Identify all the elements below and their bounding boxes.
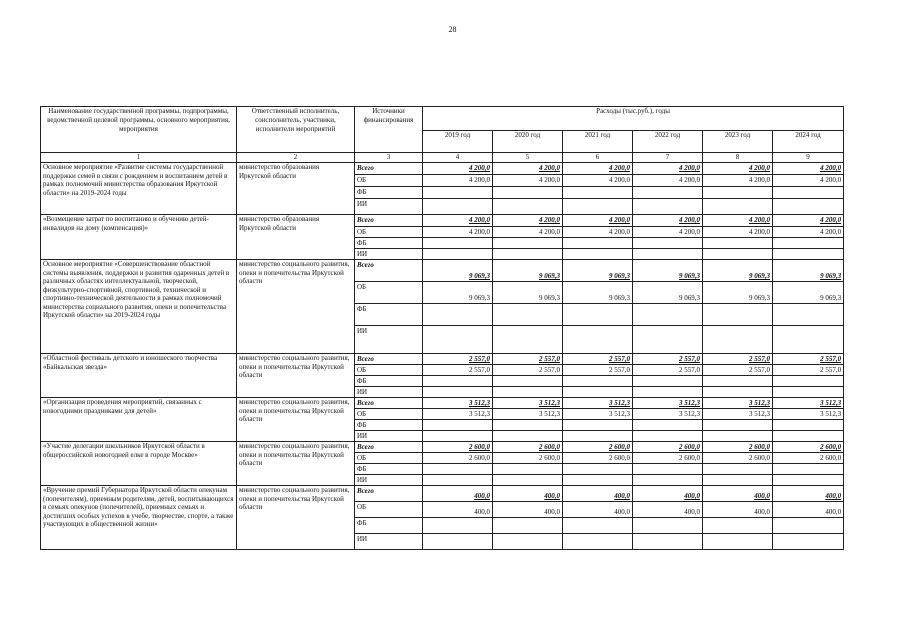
amount-cell: 9 069,3 xyxy=(773,260,844,282)
amount-cell: 400,0 xyxy=(703,502,773,518)
amount-cell: 3 512,3 xyxy=(703,409,773,420)
amount-cell: 2 600,0 xyxy=(773,442,844,453)
table-row xyxy=(41,442,844,453)
amount-cell: 3 512,3 xyxy=(633,398,703,409)
amount-cell xyxy=(633,387,703,398)
amount-cell xyxy=(563,534,633,550)
column-number: 4 xyxy=(423,153,493,163)
amount-cell: 400,0 xyxy=(423,502,493,518)
amount-cell xyxy=(563,387,633,398)
amount-cell: 3 512,3 xyxy=(773,409,844,420)
header-year: 2023 год xyxy=(703,131,773,153)
amount-cell xyxy=(423,420,493,431)
amount-cell xyxy=(773,431,844,442)
amount-cell xyxy=(563,249,633,260)
amount-cell xyxy=(633,249,703,260)
amount-cell xyxy=(773,376,844,387)
funding-source: ФБ xyxy=(355,187,423,199)
funding-source: ИИ xyxy=(355,431,423,442)
funding-source: ФБ xyxy=(355,518,423,534)
amount-cell xyxy=(493,238,563,249)
amount-cell: 2 600,0 xyxy=(423,453,493,464)
amount-cell xyxy=(703,376,773,387)
amount-cell xyxy=(423,387,493,398)
amount-cell xyxy=(633,376,703,387)
amount-cell xyxy=(703,387,773,398)
amount-cell xyxy=(563,518,633,534)
amount-cell xyxy=(703,304,773,326)
responsible-executor: министерство социального развития, опеки и попечительства Иркутской области xyxy=(237,442,355,486)
funding-source: ОБ xyxy=(355,365,423,376)
amount-cell xyxy=(563,238,633,249)
amount-cell: 3 512,3 xyxy=(563,409,633,420)
amount-cell xyxy=(773,326,844,354)
amount-cell: 9 069,3 xyxy=(703,260,773,282)
amount-cell: 2 600,0 xyxy=(423,442,493,453)
funding-source: ОБ xyxy=(355,502,423,518)
amount-cell xyxy=(493,326,563,354)
amount-cell xyxy=(493,249,563,260)
responsible-executor: министерство социального развития, опеки и попечительства Иркутской области xyxy=(237,260,355,354)
amount-cell xyxy=(423,238,493,249)
amount-cell xyxy=(563,431,633,442)
amount-cell xyxy=(703,420,773,431)
header-year: 2020 год xyxy=(493,131,563,153)
funding-source: Всего xyxy=(355,398,423,409)
amount-cell: 4 200,0 xyxy=(773,227,844,238)
amount-cell: 2 600,0 xyxy=(773,453,844,464)
amount-cell: 2 557,0 xyxy=(773,365,844,376)
column-number: 8 xyxy=(703,153,773,163)
amount-cell: 3 512,3 xyxy=(493,409,563,420)
funding-source: ИИ xyxy=(355,387,423,398)
amount-cell xyxy=(703,475,773,486)
amount-cell: 400,0 xyxy=(563,502,633,518)
responsible-executor: министерство образования Иркутской области xyxy=(237,215,355,260)
amount-cell xyxy=(423,187,493,199)
amount-cell: 2 600,0 xyxy=(633,442,703,453)
amount-cell xyxy=(423,534,493,550)
amount-cell xyxy=(633,464,703,475)
table-row xyxy=(41,354,844,365)
amount-cell: 4 200,0 xyxy=(563,215,633,227)
header-source: Источники финансирования xyxy=(355,107,423,153)
amount-cell: 4 200,0 xyxy=(563,227,633,238)
amount-cell xyxy=(423,431,493,442)
page-number: 28 xyxy=(448,25,457,34)
table-row xyxy=(41,163,844,175)
table-row xyxy=(41,486,844,502)
amount-cell xyxy=(703,187,773,199)
amount-cell: 2 557,0 xyxy=(633,354,703,365)
amount-cell: 2 600,0 xyxy=(703,442,773,453)
column-number: 1 xyxy=(41,153,237,163)
amount-cell xyxy=(703,199,773,215)
amount-cell: 4 200,0 xyxy=(633,215,703,227)
amount-cell: 3 512,3 xyxy=(703,398,773,409)
amount-cell: 3 512,3 xyxy=(633,409,703,420)
amount-cell xyxy=(633,475,703,486)
amount-cell: 4 200,0 xyxy=(563,175,633,187)
amount-cell xyxy=(493,387,563,398)
amount-cell xyxy=(493,304,563,326)
header-name: Наименование государственной программы, подпрограммы, ведомственной целевой программы, основного мероприятия, мероприятия xyxy=(41,107,237,153)
amount-cell: 2 557,0 xyxy=(423,354,493,365)
header-year: 2022 год xyxy=(633,131,703,153)
activity-name: «Организация проведения мероприятий, связанных с новогодними праздниками для детей» xyxy=(41,398,237,442)
amount-cell: 3 512,3 xyxy=(423,409,493,420)
funding-source: ОБ xyxy=(355,227,423,238)
amount-cell: 4 200,0 xyxy=(703,163,773,175)
responsible-executor: министерство социального развития, опеки и попечительства Иркутской области xyxy=(237,354,355,398)
amount-cell: 4 200,0 xyxy=(423,215,493,227)
funding-source: ОБ xyxy=(355,282,423,304)
amount-cell: 400,0 xyxy=(633,486,703,502)
amount-cell: 2 600,0 xyxy=(563,453,633,464)
amount-cell: 4 200,0 xyxy=(493,215,563,227)
column-number: 9 xyxy=(773,153,844,163)
column-number: 2 xyxy=(237,153,355,163)
amount-cell: 4 200,0 xyxy=(423,163,493,175)
amount-cell: 2 557,0 xyxy=(563,365,633,376)
amount-cell: 400,0 xyxy=(563,486,633,502)
funding-source: ФБ xyxy=(355,420,423,431)
amount-cell: 3 512,3 xyxy=(423,398,493,409)
amount-cell xyxy=(493,431,563,442)
funding-source: ФБ xyxy=(355,376,423,387)
amount-cell: 9 069,3 xyxy=(563,282,633,304)
amount-cell: 2 600,0 xyxy=(493,453,563,464)
funding-source: ФБ xyxy=(355,304,423,326)
amount-cell xyxy=(563,304,633,326)
amount-cell: 400,0 xyxy=(423,486,493,502)
amount-cell: 3 512,3 xyxy=(493,398,563,409)
amount-cell xyxy=(703,249,773,260)
amount-cell: 9 069,3 xyxy=(633,260,703,282)
amount-cell xyxy=(703,238,773,249)
activity-name: Основное мероприятие «Совершенствование областной системы выявления, поддержки и развития одаренных детей в различных областях интеллектуальной, творческой, физкультурно-спортивной, спортивной, технической и спортивно-технической деятельности в рамках полномочий министерства социального развития, опеки и попечительства Иркутской области» на 2019-2024 годы xyxy=(41,260,237,354)
funding-source: ИИ xyxy=(355,249,423,260)
amount-cell: 4 200,0 xyxy=(423,227,493,238)
amount-cell: 4 200,0 xyxy=(633,227,703,238)
amount-cell: 400,0 xyxy=(773,486,844,502)
amount-cell: 4 200,0 xyxy=(773,175,844,187)
amount-cell xyxy=(773,387,844,398)
amount-cell xyxy=(633,326,703,354)
funding-source: ФБ xyxy=(355,238,423,249)
amount-cell: 3 512,3 xyxy=(773,398,844,409)
amount-cell: 4 200,0 xyxy=(493,163,563,175)
amount-cell: 2 557,0 xyxy=(493,365,563,376)
amount-cell: 2 557,0 xyxy=(703,365,773,376)
amount-cell: 4 200,0 xyxy=(633,163,703,175)
amount-cell: 2 600,0 xyxy=(563,442,633,453)
amount-cell xyxy=(493,187,563,199)
amount-cell: 9 069,3 xyxy=(423,260,493,282)
funding-source: Всего xyxy=(355,442,423,453)
funding-source: ИИ xyxy=(355,534,423,550)
amount-cell xyxy=(563,187,633,199)
amount-cell: 4 200,0 xyxy=(773,163,844,175)
funding-source: ИИ xyxy=(355,326,423,354)
header-responsible: Ответственный исполнитель, соисполнитель, участники, исполнители мероприятий xyxy=(237,107,355,153)
amount-cell xyxy=(423,249,493,260)
funding-source: Всего xyxy=(355,260,423,282)
amount-cell: 4 200,0 xyxy=(493,175,563,187)
column-number: 7 xyxy=(633,153,703,163)
amount-cell: 9 069,3 xyxy=(423,282,493,304)
funding-source: ОБ xyxy=(355,175,423,187)
activity-name: «Возмещение затрат по воспитанию и обучению детей-инвалидов на дому (компенсация)» xyxy=(41,215,237,260)
amount-cell xyxy=(773,304,844,326)
amount-cell xyxy=(423,376,493,387)
amount-cell xyxy=(423,475,493,486)
amount-cell xyxy=(773,249,844,260)
amount-cell xyxy=(773,199,844,215)
amount-cell xyxy=(703,326,773,354)
amount-cell xyxy=(493,534,563,550)
amount-cell: 400,0 xyxy=(703,486,773,502)
amount-cell xyxy=(633,304,703,326)
amount-cell xyxy=(563,475,633,486)
amount-cell: 3 512,3 xyxy=(563,398,633,409)
amount-cell: 2 557,0 xyxy=(773,354,844,365)
table-row xyxy=(41,215,844,227)
header-expenses: Расходы (тыс.руб.), годы xyxy=(423,107,844,131)
amount-cell: 400,0 xyxy=(493,486,563,502)
amount-cell xyxy=(773,534,844,550)
amount-cell xyxy=(773,238,844,249)
amount-cell xyxy=(703,534,773,550)
amount-cell xyxy=(493,420,563,431)
amount-cell: 9 069,3 xyxy=(563,260,633,282)
amount-cell xyxy=(773,475,844,486)
amount-cell: 2 557,0 xyxy=(423,365,493,376)
amount-cell: 4 200,0 xyxy=(563,163,633,175)
amount-cell xyxy=(703,464,773,475)
amount-cell xyxy=(493,199,563,215)
amount-cell xyxy=(633,431,703,442)
amount-cell: 4 200,0 xyxy=(703,227,773,238)
amount-cell xyxy=(493,376,563,387)
responsible-executor: министерство социального развития, опеки и попечительства Иркутской области xyxy=(237,486,355,550)
funding-source: Всего xyxy=(355,354,423,365)
responsible-executor: министерство социального развития, опеки и попечительства Иркутской области xyxy=(237,398,355,442)
amount-cell: 2 557,0 xyxy=(633,365,703,376)
amount-cell: 2 557,0 xyxy=(703,354,773,365)
amount-cell xyxy=(773,187,844,199)
amount-cell xyxy=(423,518,493,534)
column-number-row xyxy=(41,153,844,163)
amount-cell xyxy=(493,464,563,475)
funding-source: ОБ xyxy=(355,453,423,464)
activity-name: «Вручение премий Губернатора Иркутской области опекунам (попечителям), приемным родителям, детей, воспитывающихся в семьях опекунов (попечителей), приемных семьях и достигших особых успехов в учебе, творчестве, спорте, а также участвующих в общественной жизни» xyxy=(41,486,237,550)
header-year: 2021 год xyxy=(563,131,633,153)
amount-cell xyxy=(423,304,493,326)
amount-cell: 400,0 xyxy=(773,502,844,518)
amount-cell xyxy=(633,420,703,431)
table-row xyxy=(41,260,844,282)
column-number: 6 xyxy=(563,153,633,163)
activity-name: Основное мероприятие «Развитие системы государственной поддержки семей в связи с рождением и воспитанием детей в рамках полномочий министерства образования Иркутской области» на 2019-2024 годы xyxy=(41,163,237,215)
amount-cell: 9 069,3 xyxy=(773,282,844,304)
funding-source: Всего xyxy=(355,163,423,175)
funding-source: ИИ xyxy=(355,199,423,215)
amount-cell xyxy=(563,326,633,354)
funding-source: ФБ xyxy=(355,464,423,475)
funding-source: Всего xyxy=(355,215,423,227)
amount-cell xyxy=(633,187,703,199)
amount-cell xyxy=(773,464,844,475)
amount-cell xyxy=(563,376,633,387)
amount-cell xyxy=(423,199,493,215)
column-number: 5 xyxy=(493,153,563,163)
amount-cell: 2 600,0 xyxy=(633,453,703,464)
amount-cell xyxy=(633,199,703,215)
header-year: 2024 год xyxy=(773,131,844,153)
funding-source: Всего xyxy=(355,486,423,502)
amount-cell xyxy=(703,518,773,534)
amount-cell: 9 069,3 xyxy=(493,260,563,282)
amount-cell xyxy=(493,475,563,486)
amount-cell: 9 069,3 xyxy=(703,282,773,304)
activity-name: «Участие делегации школьников Иркутской области в общероссийской новогодней елке в городе Москве» xyxy=(41,442,237,486)
column-number: 3 xyxy=(355,153,423,163)
header-year: 2019 год xyxy=(423,131,493,153)
budget-table xyxy=(40,106,844,550)
amount-cell: 4 200,0 xyxy=(493,227,563,238)
amount-cell: 2 600,0 xyxy=(703,453,773,464)
amount-cell: 4 200,0 xyxy=(773,215,844,227)
amount-cell: 2 557,0 xyxy=(563,354,633,365)
amount-cell xyxy=(563,199,633,215)
amount-cell xyxy=(633,238,703,249)
amount-cell: 4 200,0 xyxy=(423,175,493,187)
table-row xyxy=(41,398,844,409)
amount-cell: 4 200,0 xyxy=(703,215,773,227)
amount-cell xyxy=(563,420,633,431)
amount-cell: 2 557,0 xyxy=(493,354,563,365)
amount-cell xyxy=(633,518,703,534)
amount-cell: 400,0 xyxy=(493,502,563,518)
amount-cell xyxy=(773,420,844,431)
amount-cell xyxy=(423,326,493,354)
amount-cell: 4 200,0 xyxy=(633,175,703,187)
amount-cell: 4 200,0 xyxy=(703,175,773,187)
amount-cell xyxy=(773,518,844,534)
funding-source: ИИ xyxy=(355,475,423,486)
amount-cell xyxy=(423,464,493,475)
activity-name: «Областной фестиваль детского и юношеского творчества «Байкальская звезда» xyxy=(41,354,237,398)
amount-cell: 9 069,3 xyxy=(493,282,563,304)
funding-source: ОБ xyxy=(355,409,423,420)
responsible-executor: министерство образования Иркутской области xyxy=(237,163,355,215)
amount-cell: 2 600,0 xyxy=(493,442,563,453)
amount-cell: 9 069,3 xyxy=(633,282,703,304)
amount-cell xyxy=(563,464,633,475)
amount-cell xyxy=(703,431,773,442)
amount-cell: 400,0 xyxy=(633,502,703,518)
amount-cell xyxy=(493,518,563,534)
amount-cell xyxy=(633,534,703,550)
